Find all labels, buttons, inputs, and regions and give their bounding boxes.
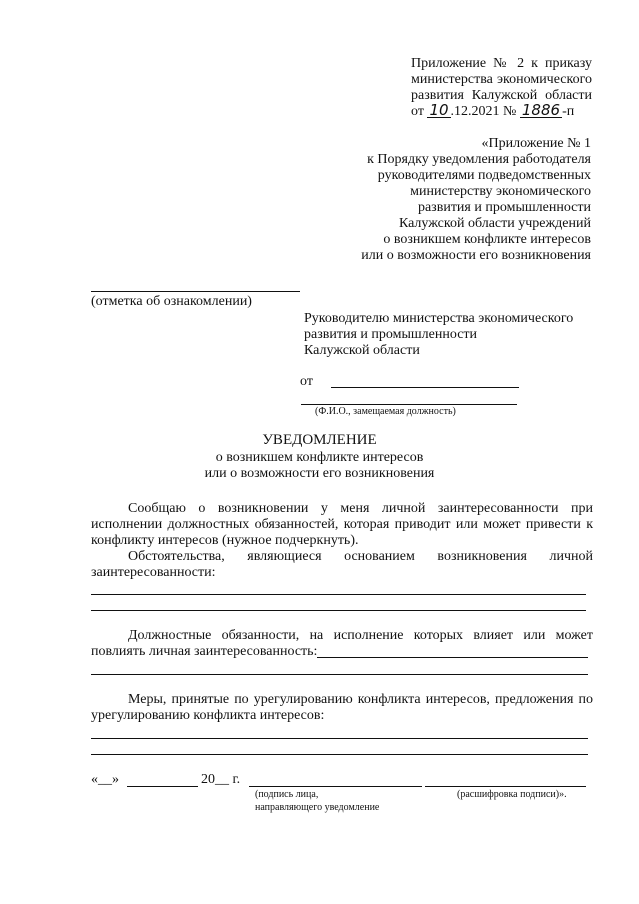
appendix-block-line: к Порядку уведомления работодателя [367,152,591,167]
signature-decode-caption: (расшифровка подписи)». [457,789,567,800]
appendix-block-line: развития и промышленности [417,200,591,215]
para1-line-3: конфликту интересов (нужное подчеркнуть). [91,533,359,548]
signature-caption-1: (подпись лица, [255,789,319,800]
fio-field-line[interactable] [301,404,517,405]
order-date-line: от 10 .12.2021 № 1886 -п [411,101,575,119]
para4-line-2: урегулированию конфликта интересов: [91,708,325,723]
appendix-block-line: «Приложение № 1 [481,136,591,151]
date-day-field[interactable]: «__» [91,772,119,787]
signature-decode-line[interactable] [425,786,586,787]
date-year-field[interactable]: 20__ г. [201,772,241,787]
para3-line-2: повлиять личная заинтересованность: [91,644,318,659]
handwritten-order-number: 1886 [521,101,561,119]
appendix-line-2: министерства экономического [411,72,592,87]
date-month-line[interactable] [127,786,198,787]
appendix-line-1: Приложение № 2 к приказу [411,56,592,71]
addressee-line-3: Калужской области [304,343,420,358]
signature-line[interactable] [249,786,422,787]
appendix-line-3: развития Калужской области [411,88,592,103]
para4-line-1: Меры, принятые по урегулированию конфликта интересов, предложения по [128,692,593,707]
handwritten-day: 10 [429,101,449,119]
addressee-line-1: Руководителю министерства экономического [304,311,574,326]
appendix-block-line: о возникшем конфликте интересов [383,232,591,247]
para1-line-1: Сообщаю о возникновении у меня личной заинтересованности при [128,501,593,516]
acknowledgment-caption: (отметка об ознакомлении) [91,294,252,309]
measures-line-2[interactable] [91,754,588,755]
measures-line-1[interactable] [91,738,588,739]
notice-title: УВЕДОМЛЕНИЕ [262,432,377,448]
para2-line-2: заинтересованности: [91,565,216,580]
duties-line-2[interactable] [91,674,588,675]
appendix-block-line: руководителями подведомственных [377,168,591,183]
notice-subtitle-1: о возникшем конфликте интересов [215,450,424,465]
appendix-block [331,136,591,264]
notice-subtitle-2: или о возможности его возникновения [204,466,435,481]
para3-line-1: Должностные обязанности, на исполнение которых влияет или может [128,628,593,643]
addressee-line-2: развития и промышленности [304,327,478,342]
circumstances-line-1[interactable] [91,594,586,595]
para1-line-2: исполнении должностных обязанностей, которая приводит или может привести к [91,517,593,532]
appendix-block-line: Калужской области учреждений [398,216,591,231]
acknowledgment-line[interactable] [91,291,300,292]
circumstances-line-2[interactable] [91,610,586,611]
para2-line-1: Обстоятельства, являющиеся основанием возникновения личной [128,549,593,564]
from-label: от [300,374,313,389]
from-field-line[interactable] [331,387,519,388]
appendix-block-line: министерству экономического [410,184,591,199]
appendix-block-line: или о возможности его возникновения [361,248,591,263]
signature-caption-2: направляющего уведомление [255,802,380,813]
fio-caption: (Ф.И.О., замещаемая должность) [315,406,456,417]
duties-line-1[interactable] [317,657,588,658]
